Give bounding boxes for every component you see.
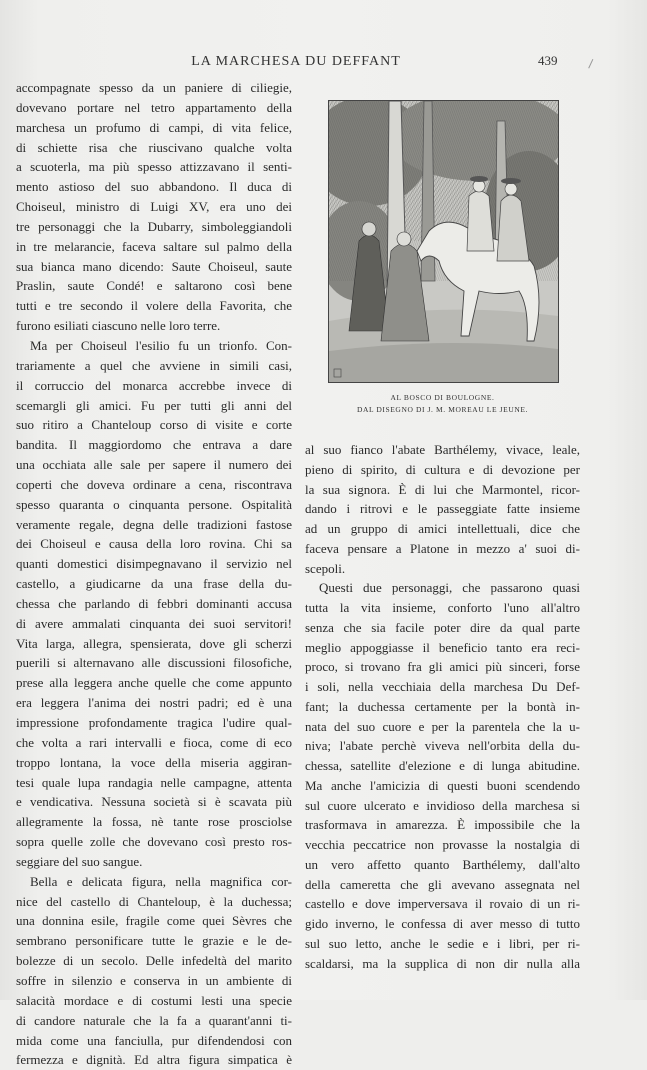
figure-caption-title: AL BOSCO DI BOULOGNE. [390, 393, 495, 402]
text-line: fermezza e dignità. Ed altra figura simpatica è [16, 1052, 292, 1068]
figure-caption-credit: DAL DISEGNO DI J. M. MOREAU LE JEUNE. [356, 405, 529, 414]
text-line: seggiare del suo sangue. [16, 853, 143, 869]
text-line: suo ritiro a Chanteloup corso di visite e corte [16, 417, 292, 433]
text-line: al suo fianco l'abate Barthélemy, vivace, leale, [305, 442, 580, 457]
text-line: in tre melarancie, faceva saltare sul palmo della [16, 238, 292, 254]
text-line: dovevano portare nel tetro appartamento della [16, 99, 292, 115]
text-line: di schiette risa che riuscivano qualche volta [16, 139, 292, 155]
text-line: nice del castello di Chanteloup, è la duchessa; [16, 893, 292, 909]
text-line: la sua signora. È di lui che Marmontel, ricor- [305, 481, 580, 497]
text-line: dando i ritrovi e le passeggiate fatte insieme [305, 501, 580, 517]
text-line: tutta la vita insieme, conforto l'uno all'altro [305, 600, 580, 615]
text-line: allegramente la fossa, nè tante rose prosciolse [16, 814, 292, 830]
text-line: soffre in silenzio e conserva in un ambiente di [16, 972, 292, 988]
text-line: sembrano personificare tutte le grazie e le de- [16, 933, 292, 949]
text-line: spesso quaranta o cinquanta persone. Ospitalità [16, 496, 292, 512]
text-line: trasformava in amarezza. È impossibile che la [305, 817, 580, 833]
text-line: dei Choiseul e causa della loro rovina. Chi sa [16, 536, 292, 552]
text-line: tre personaggi che la Dubarry, simboleggiandoli [16, 218, 292, 234]
text-line: una donnina esile, fragile come quei Sèvres che [16, 913, 292, 929]
text-line: meglio appoggiasse il beneficio tanto era reci- [305, 639, 580, 655]
text-line: accompagnate spesso da un paniere di ciliegie, [16, 80, 292, 95]
text-line: Ma anche l'amicizia di questi buoni scendendo [305, 777, 580, 793]
text-line: tutti e tre secondo il volere della Favorita, che [16, 298, 292, 314]
running-title: LA MARCHESA DU DEFFANT [191, 54, 401, 69]
engraving-drawing [329, 101, 558, 382]
text-line: nata del suo cuore e per la parentela che la u- [305, 718, 580, 734]
text-line: sopra quelle zolle che dovevano così presto ros- [16, 834, 292, 850]
text-line: chessa che parlando di febbri dominanti accusa [16, 595, 292, 611]
text-line: Choiseul, ministro di Luigi XV, era uno dei [16, 199, 292, 215]
text-line: di avere ammalati cinquanta dei suoi servitori! [16, 615, 292, 631]
text-line: trariamente a quel che avviene in simili casi, [16, 357, 292, 373]
text-line: che volta a rari intervalli e fioca, come di eco [16, 734, 292, 750]
text-line: faceva pensare a Platone in mezzo a' suoi di- [305, 540, 580, 556]
text-line: mida come una fanciulla, pur difendendosi con [16, 1032, 292, 1048]
text-line: castello e dove imperversava il rovaio di un ri- [305, 896, 580, 912]
text-line: sul cuore ulcerato e invidioso della marchesa si [305, 797, 580, 813]
text-line: tesi quale lupa randagia nelle campagne, attenta [16, 774, 292, 790]
margin-mark [588, 59, 599, 71]
text-line: Vita larga, allegra, spensierata, dove gli scherzi [16, 635, 292, 651]
text-line: salacità mordace e di costumi lesti una specie [16, 992, 292, 1008]
text-line: senza che sia facile poter dire da qual parte [305, 619, 580, 635]
page-number: 439 [538, 53, 558, 68]
text-line: ad un gruppo di amici intellettuali, dice che [305, 521, 580, 536]
text-line: impressione profondamente tragica l'udire qual- [16, 715, 292, 730]
text-line: scemargli gli amici. Fu per tutti gli anni del [16, 397, 292, 413]
text-line: Ma per Choiseul l'esilio fu un trionfo. Con- [30, 337, 292, 353]
text-line: chessa, satellite d'elezione e di lunga abitudine. [305, 758, 580, 773]
text-line: quanti domestici disimpegnavano il servizio nel [16, 556, 292, 572]
text-line: scaldarsi, ma la supplica di non dir nulla alla [305, 955, 580, 971]
text-line: furono esiliati ciascuno nelle loro terre. [16, 318, 221, 334]
text-line: Questi due personaggi, che passarono quasi [319, 580, 580, 596]
text-line: di candore naturale che la fa a quarant'anni ti- [16, 1012, 292, 1028]
text-line: bandita. Il maggiordomo che entrava a dare [16, 437, 292, 453]
text-line: veramente regale, degna delle tradizioni fastose [16, 516, 292, 532]
engraving-illustration [328, 100, 559, 383]
right-column [305, 440, 580, 973]
text-line: e vendicativa. Nessuna società si è scavata più [16, 794, 292, 810]
text-line: Praslin, saute Condé! e saltarono così bene [16, 278, 292, 294]
text-line: marchesa un profumo di campi, di vita felice, [16, 119, 292, 135]
text-line: troppo lontana, la voce della miseria aggiran- [16, 754, 292, 770]
text-line: mento astioso del suo abbandono. Il duca di [16, 179, 292, 195]
text-line: scepoli. [305, 560, 346, 576]
text-line: una occhiata alle sale per sapere il numero dei [16, 457, 292, 473]
text-line: fant; la duchessa certamente per la bontà in- [305, 698, 580, 714]
text-line: castello, a giudicarne da una frase della du- [16, 576, 292, 592]
text-line: gido inverno, le confessa di aver messo di tutto [305, 916, 580, 931]
text-line: niva; l'abate perchè viveva nell'orbita della du- [305, 738, 580, 754]
text-line: il corruccio del monarca accrebbe invece di [16, 377, 292, 393]
text-line: puerili si alternavano alle discussioni filosofiche, [16, 655, 292, 671]
text-line: coperti che doveva ordinare a cena, riscontrava [16, 476, 292, 492]
text-line: sua bianca mano dicendo: Saute Choiseul, saute [16, 258, 292, 274]
text-line: pieno di spirito, di cultura e di devozione per [305, 461, 580, 477]
text-line: a scuoterla, ma più spesso attizzavano il senti- [16, 159, 292, 175]
text-line: bolezze di un secolo. Delle infedeltà del marito [16, 953, 292, 969]
text-line: della cameretta che gli avevano assegnata nel [305, 876, 580, 892]
text-line: i soli, nella vecchiaia della marchesa Du Def- [305, 679, 580, 694]
text-line: vecchia peccatrice non provasse la nostalgia di [305, 837, 580, 852]
text-line: proco, si trovano fra gli amici più sinceri, forse [305, 659, 580, 675]
text-line: sul suo letto, anche le sedie e i libri, per ri- [305, 935, 580, 951]
text-line: Bella e delicata figura, nella magnifica cor- [30, 873, 292, 889]
left-column [16, 78, 292, 1070]
text-line: era leggera l'anima dei nostri padri; ed è una [16, 695, 292, 711]
text-line: prese alla leggera anche quelle che come appunto [16, 675, 292, 691]
text-line: un vero affetto quanto Barthélemy, dall'alto [305, 856, 580, 872]
